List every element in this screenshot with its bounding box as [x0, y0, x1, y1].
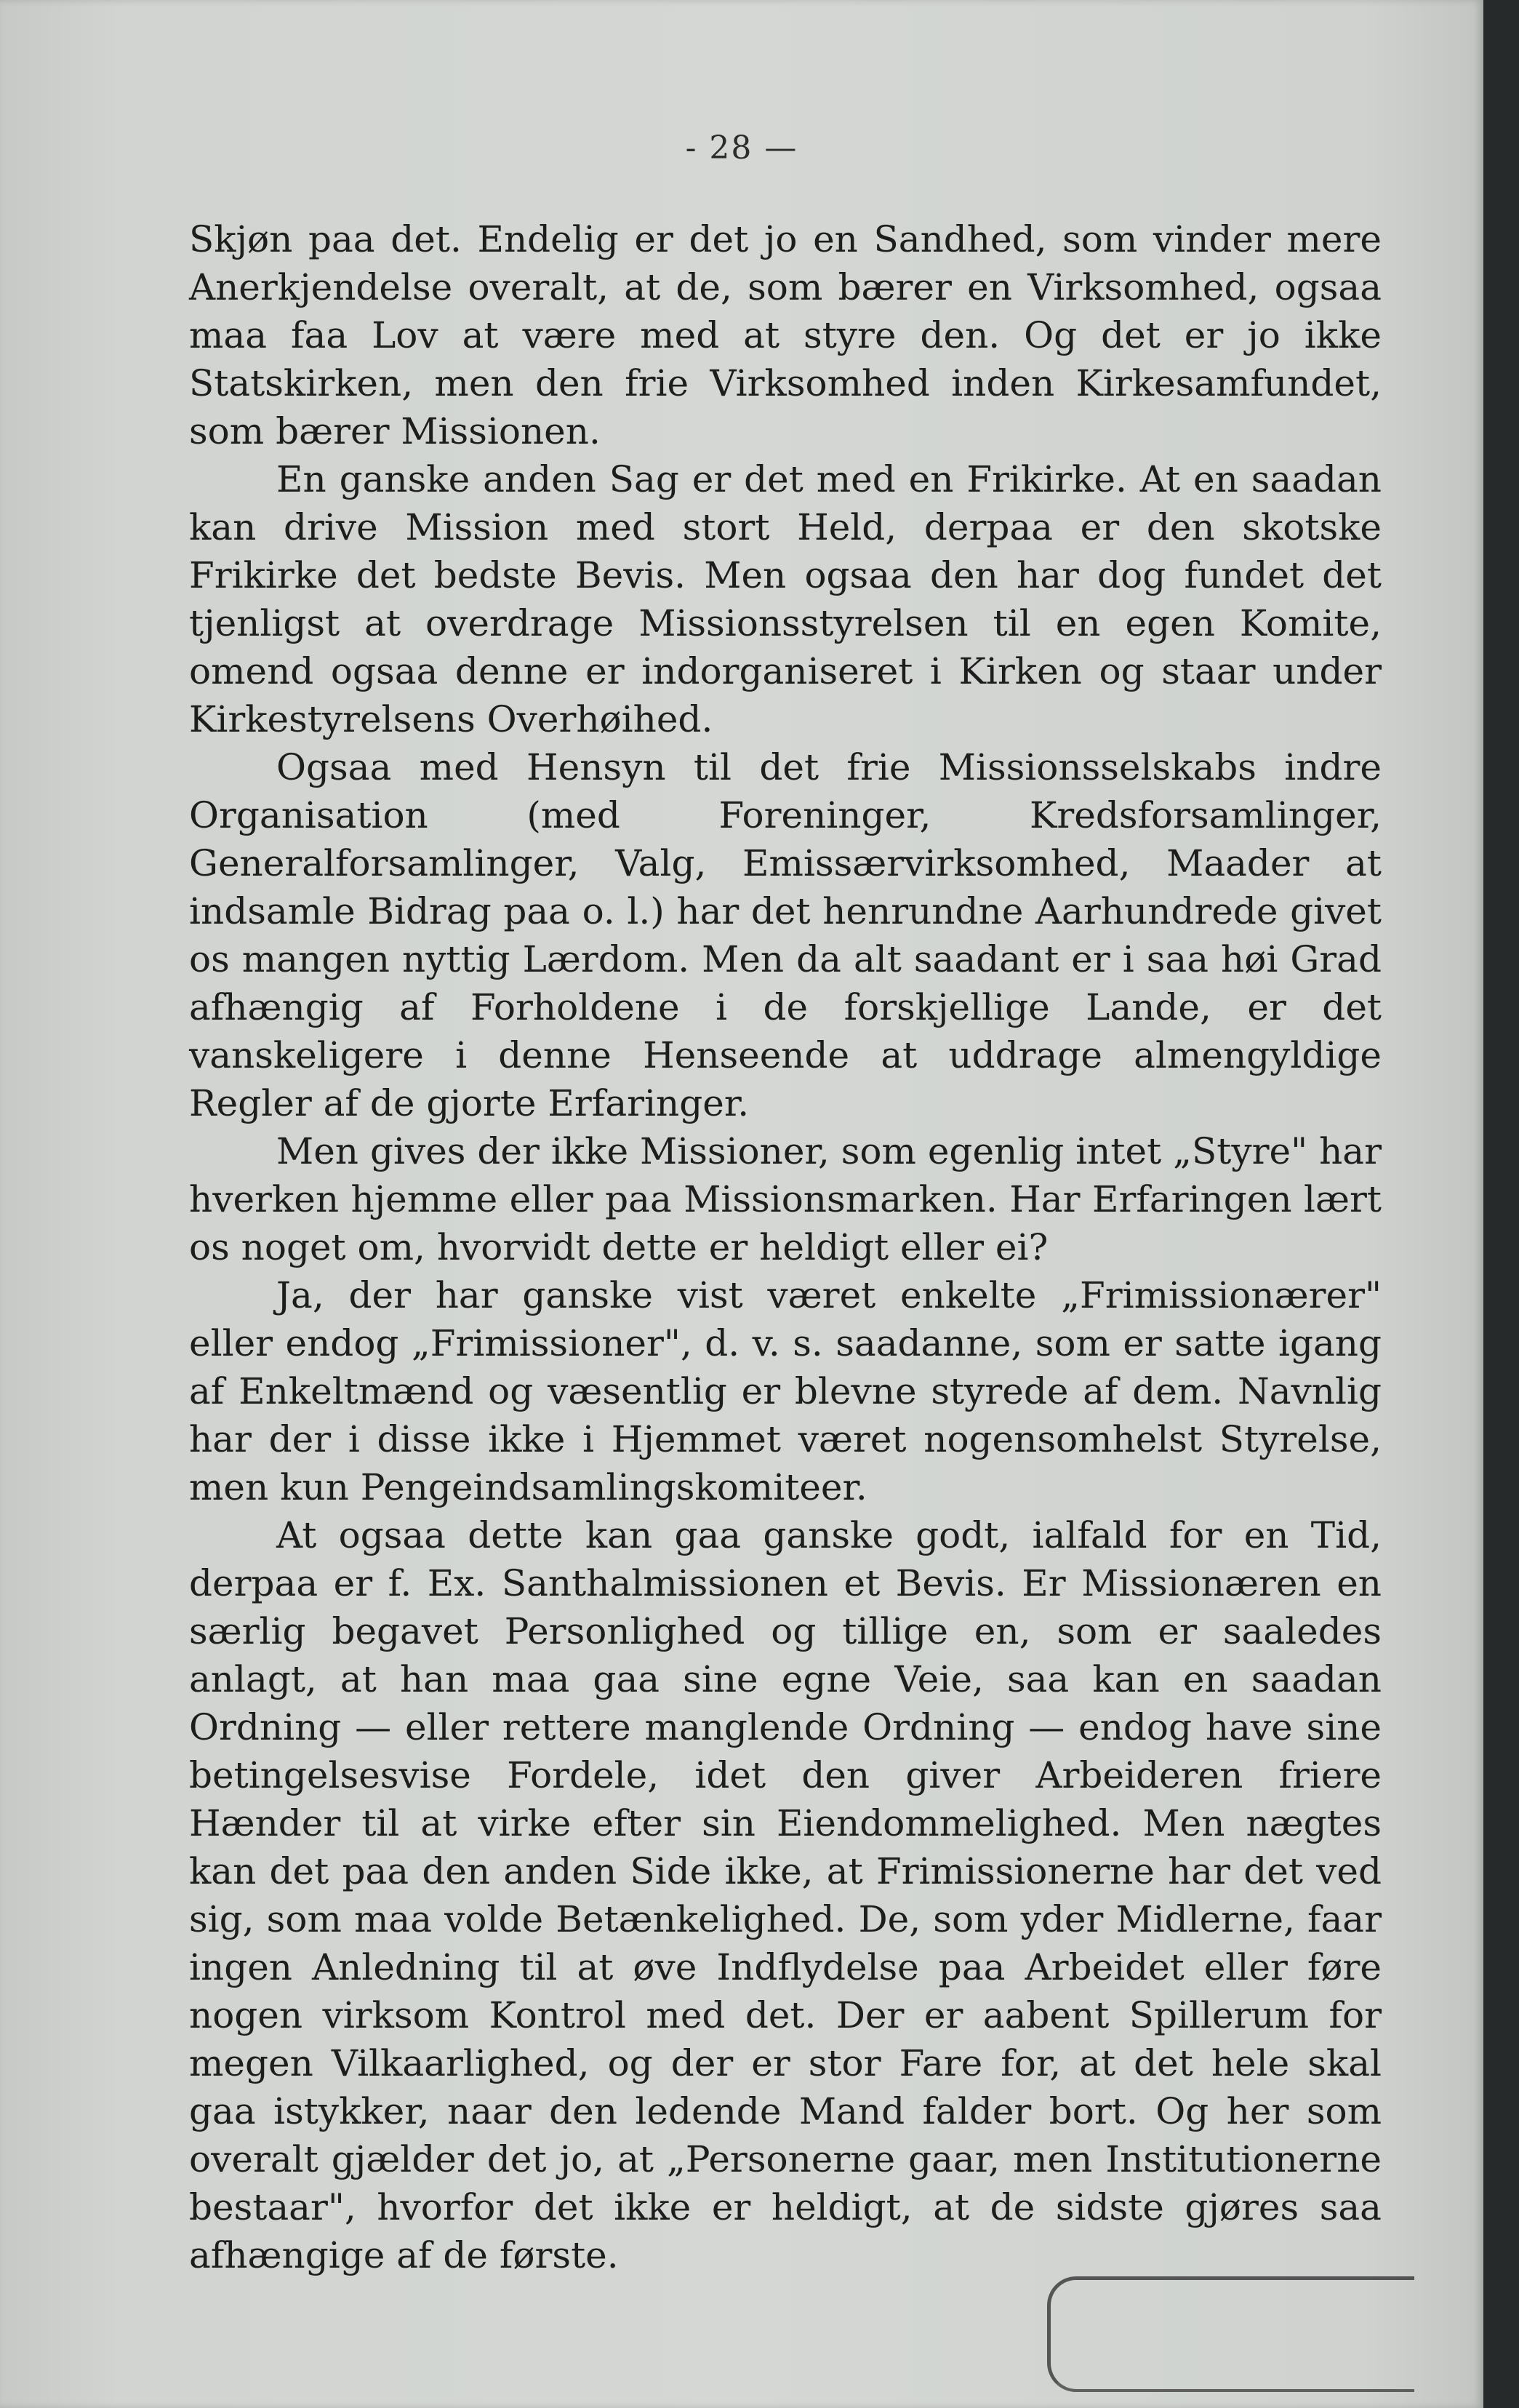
- paragraph-2: En ganske anden Sag er det med en Frikirke. At en saadan kan drive Mission med stort Held, derpaa er den skotske Frikirke det bedste Bevis. Men ogsaa den har dog fundet det tjenligst at overdrage Missionsstyrelsen til en egen Komite, omend ogsaa denne er indorganiseret i Kirken og staar under Kirkestyrelsens Overhøihed.: [189, 458, 1382, 740]
- page-number: - 28 —: [685, 129, 798, 167]
- paragraph-1: Skjøn paa det. Endelig er det jo en Sandhed, som vinder mere Anerkjendelse overalt, at de, som bærer en Virksomhed, ogsaa maa faa Lov at være med at styre den. Og det er jo ikke Statskirken, men den frie Virksomhed inden Kirkesamfundet, som bærer Missionen.: [189, 218, 1382, 452]
- paper-clip-shadow: [1047, 2276, 1414, 2392]
- body-text: [189, 215, 1382, 2279]
- paragraph-5: Ja, der har ganske vist været enkelte „Frimissionærer" eller endog „Frimissioner", d. v. s. saadanne, som er satte igang af Enkeltmænd og væsentlig er blevne styrede af dem. Navnlig har der i disse ikke i Hjemmet været nogensomhelst Styrelse, men kun Pengeindsamlingskomiteer.: [189, 1274, 1382, 1508]
- paragraph-4: Men gives der ikke Missioner, som egenlig intet „Styre" har hverken hjemme eller paa Missionsmarken. Har Erfaringen lært os noget om, hvorvidt dette er heldigt eller ei?: [189, 1130, 1382, 1268]
- paragraph-6: At ogsaa dette kan gaa ganske godt, ialfald for en Tid, derpaa er f. Ex. Santhalmissionen et Bevis. Er Missionæren en særlig begavet Personlighed og tillige en, som er saaledes anlagt, at han maa gaa sine egne Veie, saa kan en saadan Ordning — eller rettere manglende Ordning — endog have sine betingelsesvise Fordele, idet den giver Arbeideren friere Hænder til at virke efter sin Eiendommelighed. Men nægtes kan det paa den anden Side ikke, at Frimissionerne har det ved sig, som maa volde Betænkelighed. De, som yder Midlerne, faar ingen Anledning til at øve Indflydelse paa Arbeidet eller føre nogen virksom Kontrol med det. Der er aabent Spillerum for megen Vilkaarlighed, og der er stor Fare for, at det hele skal gaa istykker, naar den ledende Mand falder bort. Og her som overalt gjælder det jo, at „Personerne gaar, men Institutionerne bestaar", hvorfor det ikke er heldigt, at de sidste gjøres saa afhængige af de første.: [189, 1514, 1382, 2276]
- paragraph-3: Ogsaa med Hensyn til det frie Missionsselskabs indre Organisation (med Foreninger, Kredsforsamlinger, Generalforsamlinger, Valg, Emissærvirksomhed, Maader at indsamle Bidrag paa o. l.) har det henrundne Aarhundrede givet os mangen nyttig Lærdom. Men da alt saadant er i saa høi Grad afhængig af Forholdene i de forskjellige Lande, er det vanskeligere i denne Henseende at uddrage almengyldige Regler af de gjorte Erfaringer.: [189, 746, 1382, 1124]
